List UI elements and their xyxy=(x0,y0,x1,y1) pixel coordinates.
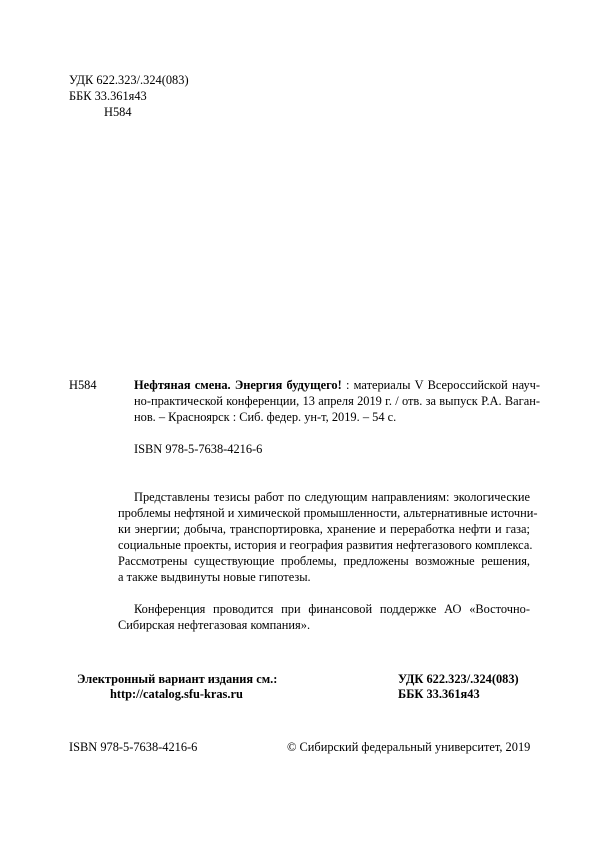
book-title: Нефтяная смена. Энергия будущего! xyxy=(134,378,342,392)
udk-code-bottom: УДК 622.323/.324(083) xyxy=(398,672,519,686)
bbk-code-bottom: ББК 33.361я43 xyxy=(398,687,480,701)
bib-isbn: ISBN 978-5-7638-4216-6 xyxy=(134,442,263,456)
bib-line-3: нов. – Красноярск : Сиб. федер. ун-т, 2019. – 54 с. xyxy=(134,410,397,424)
bib-line-1 xyxy=(134,378,540,393)
bib-author-code: Н584 xyxy=(69,378,97,392)
annotation-line: а также выдвинуты новые гипотезы. xyxy=(118,570,311,584)
annotation-line: проблемы нефтяной и химической промышленности, альтернативные источни- xyxy=(118,506,538,520)
annotation-line: Рассмотрены существующие проблемы, предложены возможные решения, xyxy=(118,554,530,568)
catalog-link[interactable]: http://catalog.sfu-kras.ru xyxy=(110,687,243,701)
footer-isbn: ISBN 978-5-7638-4216-6 xyxy=(69,740,198,754)
copyright-notice: © Сибирский федеральный университет, 2019 xyxy=(287,740,531,754)
funding-line: Конференция проводится при финансовой поддержке АО «Восточно- xyxy=(134,602,530,616)
bib-line-2: но-практической конференции, 13 апреля 2019 г. / отв. за выпуск Р.А. Ваган- xyxy=(134,394,540,408)
annotation-line: ки энергии; добыча, транспортировка, хранение и переработка нефти и газа; xyxy=(118,522,530,536)
bbk-code: ББК 33.361я43 xyxy=(69,89,147,103)
funding-line: Сибирская нефтегазовая компания». xyxy=(118,618,311,632)
electronic-version-label: Электронный вариант издания см.: xyxy=(77,672,278,686)
bib-line-1-rest: : материалы V Всероссийской науч- xyxy=(341,378,541,392)
author-code: Н584 xyxy=(104,105,132,119)
udk-code: УДК 622.323/.324(083) xyxy=(69,73,189,87)
annotation-line: Представлены тезисы работ по следующим направлениям: экологические xyxy=(134,490,530,504)
annotation-line: социальные проекты, история и география развития нефтегазового комплекса. xyxy=(118,538,533,552)
